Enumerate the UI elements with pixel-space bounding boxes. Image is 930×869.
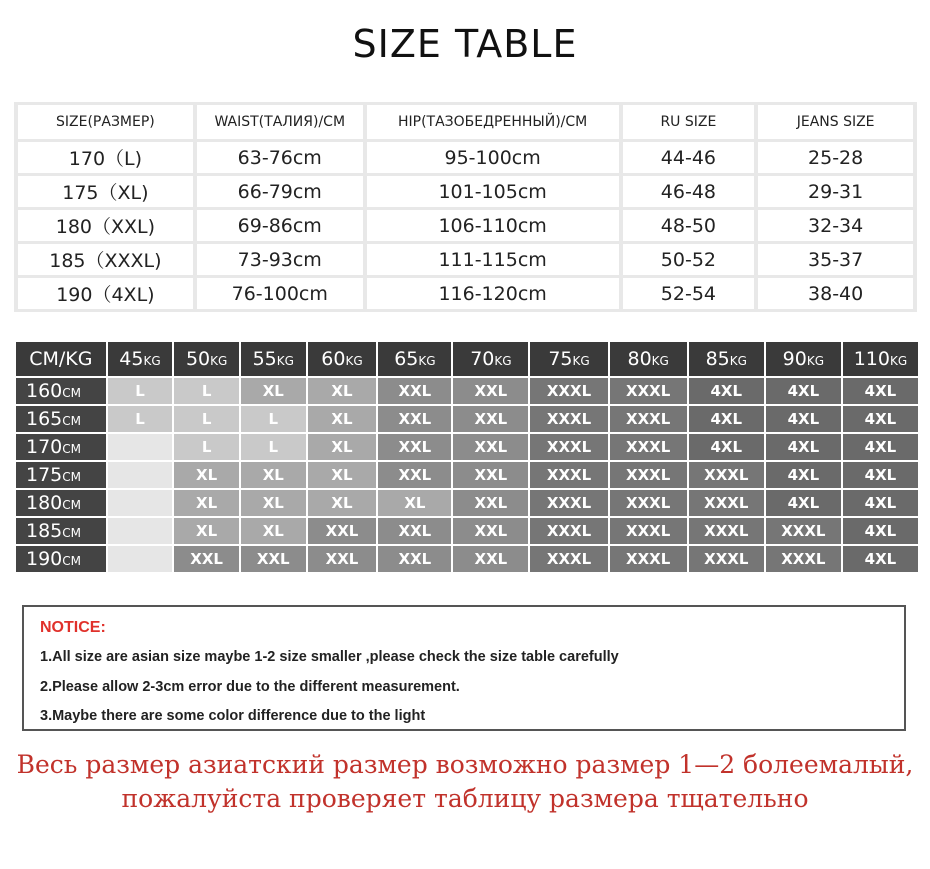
chart-size-cell: L: [174, 434, 239, 460]
chart-size-cell: L: [241, 406, 306, 432]
chart-height-header: 185CM: [16, 518, 106, 544]
notice-line: 1.All size are asian size maybe 1-2 size smaller ,please check the size table carefully: [40, 649, 619, 665]
chart-row: [16, 546, 918, 572]
chart-size-cell: XXL: [453, 378, 528, 404]
cell-size: 180（XXL): [18, 210, 193, 241]
chart-size-cell: XL: [378, 490, 451, 516]
chart-size-cell: 4XL: [689, 378, 764, 404]
cell-waist: 66-79cm: [197, 176, 363, 207]
chart-weight-header: 45KG: [108, 342, 173, 376]
chart-size-cell: XXL: [378, 546, 451, 572]
chart-size-cell: XXL: [453, 434, 528, 460]
size-row: [18, 176, 913, 207]
chart-height-header: 190CM: [16, 546, 106, 572]
cell-hip: 106-110cm: [367, 210, 619, 241]
chart-size-cell: 4XL: [689, 434, 764, 460]
chart-size-cell: XXL: [378, 462, 451, 488]
chart-size-cell: [108, 546, 173, 572]
chart-size-cell: 4XL: [766, 434, 841, 460]
chart-size-cell: 4XL: [843, 406, 918, 432]
chart-size-cell: 4XL: [689, 406, 764, 432]
chart-size-cell: XXXL: [766, 546, 841, 572]
size-row: [18, 278, 913, 309]
chart-size-cell: L: [108, 378, 173, 404]
chart-size-cell: XXXL: [610, 518, 687, 544]
chart-size-cell: XXXL: [530, 406, 607, 432]
header-hip: HIP(ТАЗОБЕДРЕННЫЙ)/CM: [367, 105, 619, 139]
chart-size-cell: XXXL: [530, 490, 607, 516]
chart-size-cell: L: [174, 406, 239, 432]
chart-weight-header: 80KG: [610, 342, 687, 376]
chart-row: [16, 378, 918, 404]
chart-size-cell: XXL: [378, 406, 451, 432]
cell-ru-size: 44-46: [623, 142, 755, 173]
chart-size-cell: XXXL: [610, 378, 687, 404]
chart-size-cell: 4XL: [843, 490, 918, 516]
chart-size-cell: 4XL: [843, 378, 918, 404]
chart-row: [16, 406, 918, 432]
chart-size-cell: XL: [308, 378, 377, 404]
chart-size-cell: XXL: [174, 546, 239, 572]
cell-ru-size: 52-54: [623, 278, 755, 309]
chart-weight-header: 90KG: [766, 342, 841, 376]
size-row: [18, 244, 913, 275]
header-size: SIZE(РАЗМЕР): [18, 105, 193, 139]
chart-size-cell: [108, 518, 173, 544]
chart-size-cell: 4XL: [843, 434, 918, 460]
chart-size-cell: XL: [308, 462, 377, 488]
chart-size-cell: XL: [174, 462, 239, 488]
chart-size-cell: XXL: [378, 378, 451, 404]
cell-waist: 76-100cm: [197, 278, 363, 309]
chart-size-cell: XXL: [308, 546, 377, 572]
cell-jeans-size: 35-37: [758, 244, 913, 275]
chart-size-cell: XL: [241, 378, 306, 404]
chart-size-cell: [108, 490, 173, 516]
chart-size-cell: XL: [174, 490, 239, 516]
cell-hip: 101-105cm: [367, 176, 619, 207]
chart-height-header: 160CM: [16, 378, 106, 404]
header-ru-size: RU SIZE: [623, 105, 755, 139]
size-table: [14, 102, 917, 312]
chart-size-cell: L: [108, 406, 173, 432]
weight-height-chart: [14, 340, 920, 574]
chart-size-cell: XXXL: [610, 490, 687, 516]
chart-weight-header: 85KG: [689, 342, 764, 376]
notice-line: 2.Please allow 2-3cm error due to the different measurement.: [40, 679, 460, 695]
notice-line: 3.Maybe there are some color difference due to the light: [40, 708, 426, 724]
chart-size-cell: 4XL: [766, 378, 841, 404]
chart-size-cell: XXL: [453, 546, 528, 572]
chart-size-cell: XXXL: [530, 434, 607, 460]
chart-size-cell: 4XL: [766, 462, 841, 488]
chart-weight-header: 70KG: [453, 342, 528, 376]
page-title: SIZE TABLE: [352, 22, 578, 66]
chart-corner-label: CM/KG: [16, 342, 106, 376]
cell-size: 185（XXXL): [18, 244, 193, 275]
chart-size-cell: XXL: [453, 462, 528, 488]
chart-size-cell: XL: [308, 434, 377, 460]
header-jeans-size: JEANS SIZE: [758, 105, 913, 139]
chart-size-cell: XXXL: [610, 462, 687, 488]
cell-jeans-size: 29-31: [758, 176, 913, 207]
cell-jeans-size: 38-40: [758, 278, 913, 309]
chart-size-cell: XXXL: [689, 518, 764, 544]
cell-waist: 73-93cm: [197, 244, 363, 275]
chart-height-header: 175CM: [16, 462, 106, 488]
cell-waist: 69-86cm: [197, 210, 363, 241]
chart-size-cell: XL: [308, 406, 377, 432]
cell-size: 170（L): [18, 142, 193, 173]
chart-row: [16, 518, 918, 544]
chart-size-cell: XXXL: [530, 378, 607, 404]
size-row: [18, 142, 913, 173]
notice-box: [22, 605, 906, 731]
chart-size-cell: 4XL: [843, 546, 918, 572]
chart-row: [16, 462, 918, 488]
cell-size: 190（4XL): [18, 278, 193, 309]
cell-hip: 111-115cm: [367, 244, 619, 275]
chart-size-cell: XL: [241, 462, 306, 488]
chart-size-cell: XXL: [241, 546, 306, 572]
russian-note-line-2: пожалуйста проверяет таблицу размера тщательно: [121, 784, 809, 813]
chart-size-cell: 4XL: [766, 490, 841, 516]
cell-jeans-size: 32-34: [758, 210, 913, 241]
chart-size-cell: [108, 434, 173, 460]
chart-size-cell: XXXL: [689, 546, 764, 572]
chart-size-cell: XXL: [453, 490, 528, 516]
chart-row: [16, 434, 918, 460]
chart-size-cell: 4XL: [843, 462, 918, 488]
cell-jeans-size: 25-28: [758, 142, 913, 173]
chart-weight-header: 65KG: [378, 342, 451, 376]
chart-size-cell: XL: [308, 490, 377, 516]
chart-size-cell: XXXL: [530, 462, 607, 488]
chart-height-header: 170CM: [16, 434, 106, 460]
chart-size-cell: L: [241, 434, 306, 460]
chart-weight-header: 60KG: [308, 342, 377, 376]
cell-ru-size: 48-50: [623, 210, 755, 241]
chart-weight-header: 110KG: [843, 342, 918, 376]
russian-note-line-1: Весь размер азиатский размер возможно размер 1—2 болеемалый,: [16, 750, 914, 779]
chart-weight-header: 50KG: [174, 342, 239, 376]
header-waist: WAIST(ТАЛИЯ)/CM: [197, 105, 363, 139]
size-table-header: [18, 105, 913, 139]
chart-height-header: 180CM: [16, 490, 106, 516]
chart-size-cell: XXXL: [689, 462, 764, 488]
chart-size-cell: [108, 462, 173, 488]
chart-size-cell: XXXL: [530, 518, 607, 544]
chart-size-cell: 4XL: [843, 518, 918, 544]
chart-size-cell: XXXL: [610, 406, 687, 432]
chart-size-cell: XXXL: [610, 546, 687, 572]
cell-waist: 63-76cm: [197, 142, 363, 173]
chart-size-cell: XL: [241, 490, 306, 516]
chart-weight-header: 55KG: [241, 342, 306, 376]
size-row: [18, 210, 913, 241]
chart-size-cell: L: [174, 378, 239, 404]
chart-size-cell: XL: [241, 518, 306, 544]
chart-header-row: [16, 342, 918, 376]
chart-size-cell: XXXL: [530, 546, 607, 572]
cell-ru-size: 50-52: [623, 244, 755, 275]
chart-size-cell: XXL: [308, 518, 377, 544]
chart-height-header: 165CM: [16, 406, 106, 432]
chart-size-cell: XXL: [453, 406, 528, 432]
chart-size-cell: XXXL: [610, 434, 687, 460]
chart-size-cell: 4XL: [766, 406, 841, 432]
chart-size-cell: XXXL: [689, 490, 764, 516]
chart-size-cell: XXL: [378, 518, 451, 544]
chart-weight-header: 75KG: [530, 342, 607, 376]
cell-hip: 116-120cm: [367, 278, 619, 309]
chart-size-cell: XL: [174, 518, 239, 544]
chart-size-cell: XXXL: [766, 518, 841, 544]
cell-size: 175（XL): [18, 176, 193, 207]
chart-size-cell: XXL: [378, 434, 451, 460]
cell-hip: 95-100cm: [367, 142, 619, 173]
chart-size-cell: XXL: [453, 518, 528, 544]
notice-title: NOTICE:: [40, 619, 106, 636]
chart-row: [16, 490, 918, 516]
cell-ru-size: 46-48: [623, 176, 755, 207]
